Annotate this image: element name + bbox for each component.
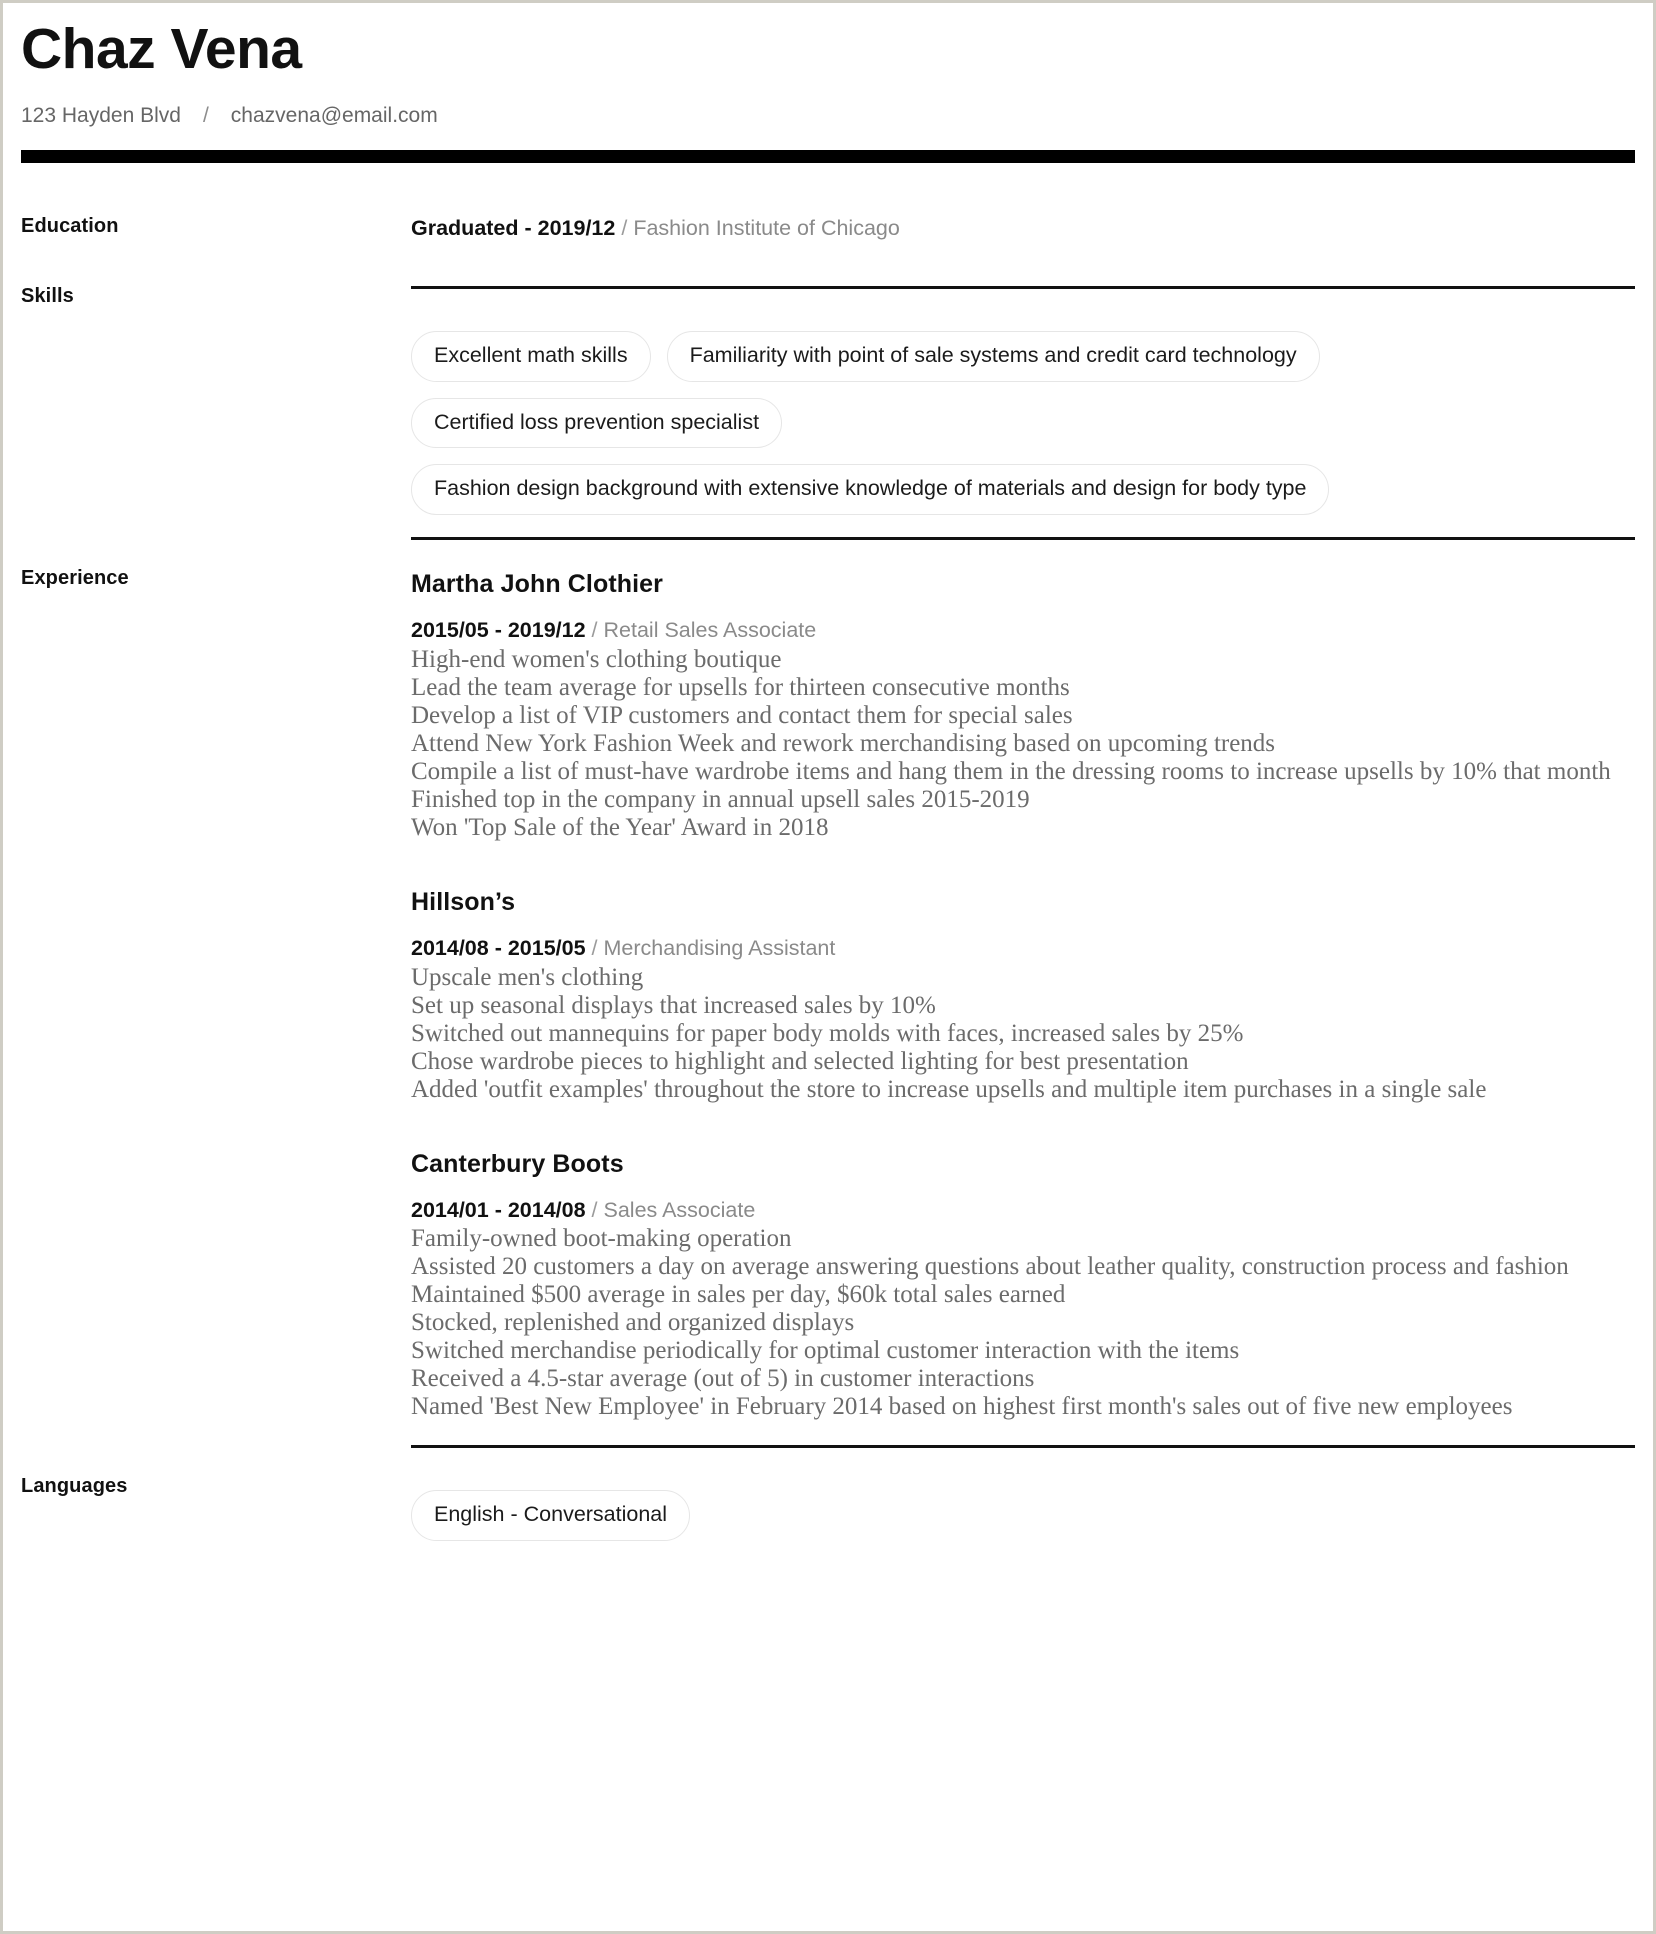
job-separator: / xyxy=(591,935,598,960)
languages-content xyxy=(411,1445,1635,1541)
job-description-line: Family-owned boot-making operation xyxy=(411,1225,792,1253)
page-title: Chaz Vena xyxy=(21,17,302,81)
skill-pill: Certified loss prevention specialist xyxy=(411,398,782,449)
skills-list xyxy=(411,331,1635,515)
job-description xyxy=(411,646,1635,842)
job-dates: 2014/01 - 2014/08 xyxy=(411,1197,586,1222)
job-description-line: Maintained $500 average in sales per day, $60k total sales earned xyxy=(411,1281,1066,1309)
job-description-line: Switched out mannequins for paper body molds with faces, increased sales by 25% xyxy=(411,1019,1244,1047)
job-dates: 2015/05 - 2019/12 xyxy=(411,617,586,642)
job-description-line: Stocked, replenished and organized displays xyxy=(411,1309,855,1337)
job-description-line: Finished top in the company in annual upsell sales 2015-2019 xyxy=(411,785,1030,813)
education-school: Fashion Institute of Chicago xyxy=(633,216,900,240)
experience-item xyxy=(411,1150,1635,1422)
job-description-line: Attend New York Fashion Week and rework merchandising based on upcoming trends xyxy=(411,729,1276,757)
job-description xyxy=(411,1225,1635,1421)
job-description-line: Set up seasonal displays that increased sales by 10% xyxy=(411,991,936,1019)
job-company: Martha John Clothier xyxy=(411,569,664,598)
job-description-line: Assisted 20 customers a day on average answering questions about leather quality, construction process and fashion xyxy=(411,1253,1569,1281)
job-description-line: Chose wardrobe pieces to highlight and selected lighting for best presentation xyxy=(411,1047,1189,1075)
job-company: Hillson’s xyxy=(411,887,516,916)
experience-list xyxy=(411,570,1635,1422)
job-meta xyxy=(411,617,1635,644)
sidebar-labels-languages xyxy=(21,1445,411,1541)
sidebar-labels-education-skills xyxy=(21,215,411,515)
job-meta xyxy=(411,935,1635,962)
education-skills-block xyxy=(21,215,1635,515)
contact-row xyxy=(21,104,1635,128)
section-rule-education xyxy=(411,286,1635,289)
resume-header xyxy=(21,17,1635,163)
experience-item xyxy=(411,570,1635,842)
job-description-line: Won 'Top Sale of the Year' Award in 2018 xyxy=(411,813,829,841)
experience-content xyxy=(411,537,1635,1422)
contact-separator: / xyxy=(202,104,209,127)
language-pill: English - Conversational xyxy=(411,1490,690,1541)
section-rule-languages xyxy=(411,1445,1635,1448)
job-description-line: Upscale men's clothing xyxy=(411,963,644,991)
section-label-skills: Skills xyxy=(21,285,74,307)
education-entry xyxy=(411,215,1635,242)
experience-item xyxy=(411,888,1635,1104)
job-title: Retail Sales Associate xyxy=(603,617,817,642)
job-title: Merchandising Assistant xyxy=(603,935,836,960)
sidebar-labels-experience xyxy=(21,537,411,1422)
skill-pill: Excellent math skills xyxy=(411,331,651,382)
section-rule-experience xyxy=(411,537,1635,540)
languages-block xyxy=(21,1445,1635,1541)
job-meta xyxy=(411,1197,1635,1224)
job-separator: / xyxy=(591,1197,598,1222)
education-status: Graduated - 2019/12 xyxy=(411,216,616,240)
address-text: 123 Hayden Blvd xyxy=(21,104,181,127)
job-title: Sales Associate xyxy=(603,1197,756,1222)
education-separator: / xyxy=(621,216,628,240)
section-label-languages: Languages xyxy=(21,1475,128,1498)
job-description-line: Lead the team average for upsells for thirteen consecutive months xyxy=(411,673,1070,701)
experience-block xyxy=(21,537,1635,1422)
job-description-line: High-end women's clothing boutique xyxy=(411,645,782,673)
languages-list xyxy=(411,1490,1635,1541)
section-label-experience: Experience xyxy=(21,566,129,589)
job-description xyxy=(411,964,1635,1104)
email-link[interactable]: chazvena@email.com xyxy=(230,104,438,127)
job-description-line: Received a 4.5-star average (out of 5) in customer interactions xyxy=(411,1365,1035,1393)
section-label-education: Education xyxy=(21,215,119,237)
education-skills-content xyxy=(411,215,1635,515)
header-divider xyxy=(21,150,1635,163)
job-description-line: Compile a list of must-have wardrobe items and hang them in the dressing rooms to increase upsells by 10% that month xyxy=(411,757,1611,785)
job-description-line: Named 'Best New Employee' in February 2014 based on highest first month's sales out of five new employees xyxy=(411,1393,1513,1421)
job-description-line: Develop a list of VIP customers and contact them for special sales xyxy=(411,701,1073,729)
skill-pill: Familiarity with point of sale systems and credit card technology xyxy=(667,331,1320,382)
skill-pill: Fashion design background with extensive knowledge of materials and design for body type xyxy=(411,464,1329,515)
job-separator: / xyxy=(591,617,598,642)
job-dates: 2014/08 - 2015/05 xyxy=(411,935,586,960)
job-company: Canterbury Boots xyxy=(411,1149,624,1178)
job-description-line: Added 'outfit examples' throughout the store to increase upsells and multiple item purchases in a single sale xyxy=(411,1075,1487,1103)
job-description-line: Switched merchandise periodically for optimal customer interaction with the items xyxy=(411,1337,1240,1365)
